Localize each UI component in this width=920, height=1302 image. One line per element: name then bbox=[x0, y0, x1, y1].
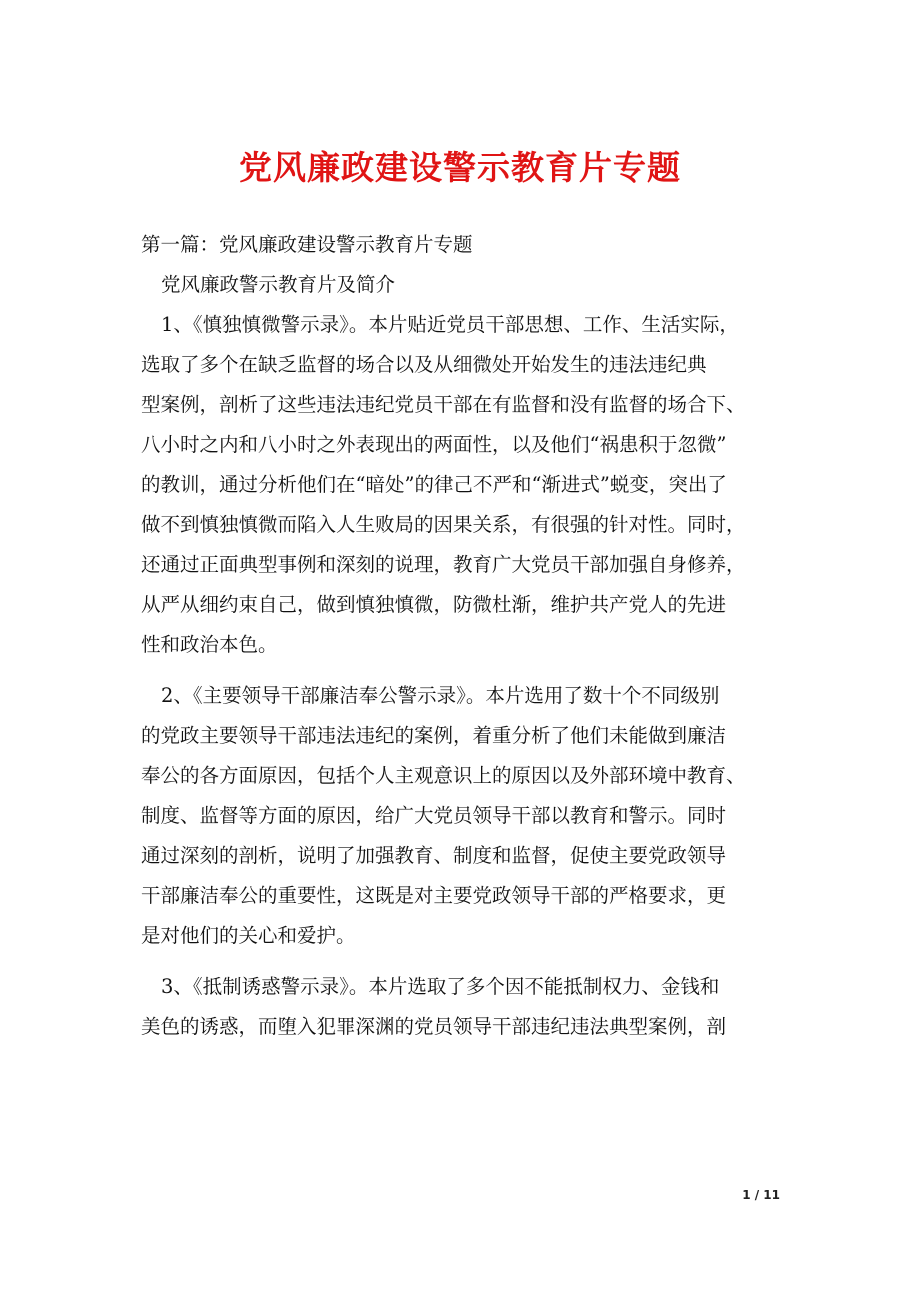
page-number: 1 / 11 bbox=[742, 1188, 780, 1202]
paragraph-line: 通过深刻的剖析，说明了加强教育、制度和监督，促使主要党政领导 bbox=[141, 844, 727, 867]
paragraph-line: 2、《主要领导干部廉洁奉公警示录》。本片选用了数十个不同级别 bbox=[161, 684, 720, 707]
paragraph-line: 八小时之内和八小时之外表现出的两面性，以及他们“祸患积于忽微” bbox=[141, 433, 727, 456]
paragraph-line: 1、《慎独慎微警示录》。本片贴近党员干部思想、工作、生活实际， bbox=[161, 313, 739, 336]
section-heading: 第一篇：党风廉政建设警示教育片专题 bbox=[141, 233, 473, 256]
paragraph-line: 选取了多个在缺乏监督的场合以及从细微处开始发生的违法违纪典 bbox=[141, 353, 707, 376]
paragraph-line: 的党政主要领导干部违法违纪的案例，着重分析了他们未能做到廉洁 bbox=[141, 724, 727, 747]
paragraph-line: 美色的诱惑，而堕入犯罪深渊的党员领导干部违纪违法典型案例，剖 bbox=[141, 1015, 727, 1038]
document-body bbox=[141, 225, 787, 1047]
paragraph-line: 的教训，通过分析他们在“暗处”的律己不严和“渐进式”蜕变，突出了 bbox=[141, 473, 727, 496]
paragraph-line: 干部廉洁奉公的重要性，这既是对主要党政领导干部的严格要求，更 bbox=[141, 884, 727, 907]
paragraph-line: 3、《抵制诱惑警示录》。本片选取了多个因不能抵制权力、金钱和 bbox=[161, 975, 720, 998]
paragraph-line: 还通过正面典型事例和深刻的说理，教育广大党员干部加强自身修养， bbox=[141, 553, 746, 576]
paragraph-3 bbox=[141, 967, 787, 1047]
paragraph-line: 性和政治本色。 bbox=[141, 633, 278, 656]
section-subheading: 党风廉政警示教育片及简介 bbox=[161, 273, 396, 296]
paragraph-line: 制度、监督等方面的原因，给广大党员领导干部以教育和警示。同时 bbox=[141, 804, 727, 827]
paragraph-line: 从严从细约束自己，做到慎独慎微，防微杜渐，维护共产党人的先进 bbox=[141, 593, 727, 616]
paragraph-line: 做不到慎独慎微而陷入人生败局的因果关系，有很强的针对性。同时， bbox=[141, 513, 746, 536]
paragraph-line: 奉公的各方面原因，包括个人主观意识上的原因以及外部环境中教育、 bbox=[141, 764, 746, 787]
document-title: 党风廉政建设警示教育片专题 bbox=[239, 148, 681, 187]
paragraph-1 bbox=[141, 305, 787, 665]
paragraph-2 bbox=[141, 676, 787, 956]
paragraph-line: 型案例，剖析了这些违法违纪党员干部在有监督和没有监督的场合下、 bbox=[141, 393, 746, 416]
paragraph-line: 是对他们的关心和爱护。 bbox=[141, 924, 356, 947]
